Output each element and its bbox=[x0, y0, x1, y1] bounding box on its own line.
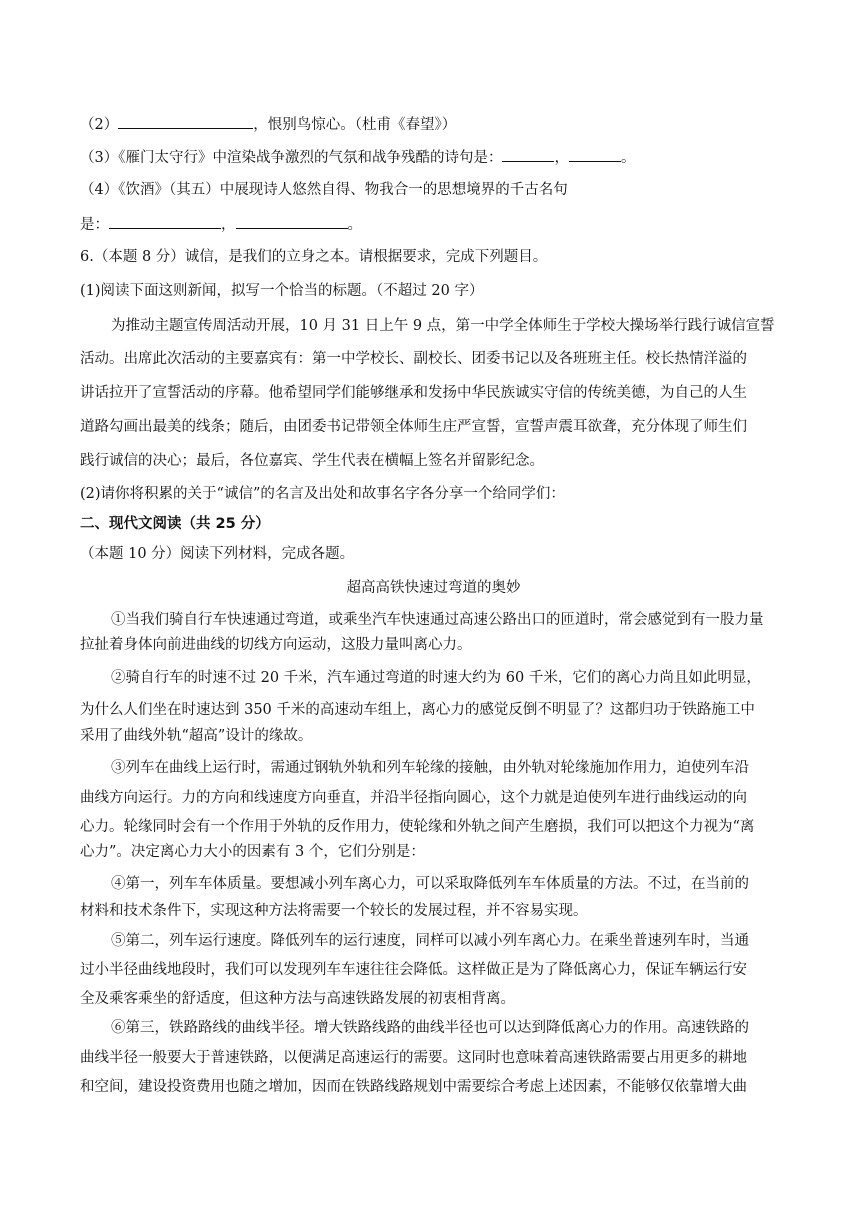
article-line: 全及乘客乘坐的舒适度，但这种方法与高速铁路发展的初衷相背离。 bbox=[80, 991, 515, 1007]
question-4-line2 bbox=[80, 216, 362, 233]
section-instruction: （本题 10 分）阅读下列材料，完成各题。 bbox=[80, 546, 355, 562]
question-2-suffix: ，恨别鸟惊心。（杜甫《春望》） bbox=[253, 117, 457, 133]
article-line: ④第一，列车车体质量。要想减小列车离心力，可以采取降低列车车体质量的方法。不过，在当前的 bbox=[111, 876, 749, 892]
article-line: ③列车在曲线上运行时，需通过钢轨外轨和列车轮缘的接触，由外轨对轮缘施加作用力，迫使列车沿 bbox=[111, 760, 749, 776]
article-line: ①当我们骑自行车快速通过弯道，或乘坐汽车快速通过高速公路出口的匝道时，常会感觉到有一股力量 bbox=[111, 612, 764, 628]
news-line: 讲话拉开了宣誓活动的序幕。他希望同学们能够继承和发扬中华民族诚实守信的传统美德，为自己的人生 bbox=[80, 385, 747, 401]
answer-blank[interactable] bbox=[502, 149, 554, 162]
article-line: ⑤第二，列车运行速度。降低列车的运行速度，同样可以减小列车离心力。在乘坐普速列车时，当通 bbox=[111, 933, 749, 949]
news-line: 为推动主题宣传周活动开展，10 月 31 日上午 9 点，第一中学全体师生于学校大操场举行践行诚信宣誓 bbox=[111, 318, 775, 334]
question-6-sub1: (1)阅读下面这则新闻，拟写一个恰当的标题。（不超过 20 字） bbox=[80, 283, 484, 299]
article-line: ②骑自行车的时速不过 20 千米，汽车通过弯道的时速大约为 60 千米，它们的离心力尚且如此明显， bbox=[111, 670, 761, 686]
separator: ， bbox=[221, 217, 236, 233]
article-line: 曲线方向运行。力的方向和线速度方向垂直，并沿半径指向圆心，这个力就是迫使列车进行曲线运动的向 bbox=[80, 790, 747, 806]
question-3-line bbox=[80, 149, 635, 166]
question-6-stem: 6.（本题 8 分）诚信，是我们的立身之本。请根据要求，完成下列题目。 bbox=[80, 249, 548, 265]
article-line: 为什么人们坐在时速达到 350 千米的高速动车组上，离心力的感觉反倒不明显了？这都归功于铁路施工中 bbox=[80, 702, 755, 718]
article-line: 和空间，建设投资费用也随之增加，因而在铁路线路规划中需要综合考虑上述因素，不能够仅依靠增大曲 bbox=[80, 1079, 747, 1095]
answer-blank[interactable] bbox=[109, 216, 221, 229]
article-title: 超高高铁快速过弯道的奥妙 bbox=[346, 580, 521, 596]
article-line: 过小半径曲线地段时，我们可以发现列车车速往往会降低。这样做正是为了降低离心力，保证车辆运行安 bbox=[80, 962, 747, 978]
question-2-prefix: （2） bbox=[80, 117, 119, 133]
news-line: 践行诚信的决心；最后，各位嘉宾、学生代表在横幅上签名并留影纪念。 bbox=[80, 453, 544, 469]
answer-blank[interactable] bbox=[236, 216, 348, 229]
answer-blank[interactable] bbox=[118, 116, 253, 129]
question-4-line1: （4）《饮酒》（其五）中展现诗人悠然自得、物我合一的思想境界的千古名句 bbox=[80, 182, 568, 198]
article-line: 材料和技术条件下，实现这种方法将需要一个较长的发展过程，并不容易实现。 bbox=[80, 903, 588, 919]
article-line: 采用了曲线外轨“超高”设计的缘故。 bbox=[80, 728, 313, 744]
news-line: 道路勾画出最美的线条；随后，由团委书记带领全体师生庄严宣誓，宣誓声震耳欲聋，充分体现了师生们 bbox=[80, 419, 747, 435]
news-line: 活动。出席此次活动的主要嘉宾有：第一中学校长、副校长、团委书记以及各班班主任。校长热情洋溢的 bbox=[80, 351, 747, 367]
article-line: ⑥第三，铁路路线的曲线半径。增大铁路线路的曲线半径也可以达到降低离心力的作用。高速铁路的 bbox=[111, 1020, 749, 1036]
period: 。 bbox=[347, 217, 362, 233]
period: 。 bbox=[620, 150, 636, 166]
answer-blank[interactable] bbox=[569, 149, 621, 162]
article-line: 心力”。决定离心力大小的因素有 3 个，它们分别是： bbox=[80, 844, 425, 860]
question-2-line bbox=[80, 116, 456, 133]
question-6-sub2: (2)请你将积累的关于“诚信”的名言及出处和故事名字各分享一个给同学们： bbox=[80, 486, 565, 502]
section-heading: 二、现代文阅读（共 25 分） bbox=[80, 516, 270, 532]
question-3-text: （3）《雁门太守行》中渲染战争激烈的气氛和战争残酷的诗句是： bbox=[80, 150, 503, 166]
article-line: 拉扯着身体向前进曲线的切线方向运动，这股力量叫离心力。 bbox=[80, 637, 472, 653]
article-line: 心力。轮缘同时会有一个作用于外轨的反作用力，使轮缘和外轨之间产生磨损，我们可以把这个力视为“离 bbox=[80, 819, 755, 835]
article-line: 曲线半径一般要大于普速铁路，以便满足高速运行的需要。这同时也意味着高速铁路需要占用更多的耕地 bbox=[80, 1050, 747, 1066]
question-4-prefix: 是： bbox=[80, 217, 109, 233]
separator: ， bbox=[554, 150, 569, 166]
